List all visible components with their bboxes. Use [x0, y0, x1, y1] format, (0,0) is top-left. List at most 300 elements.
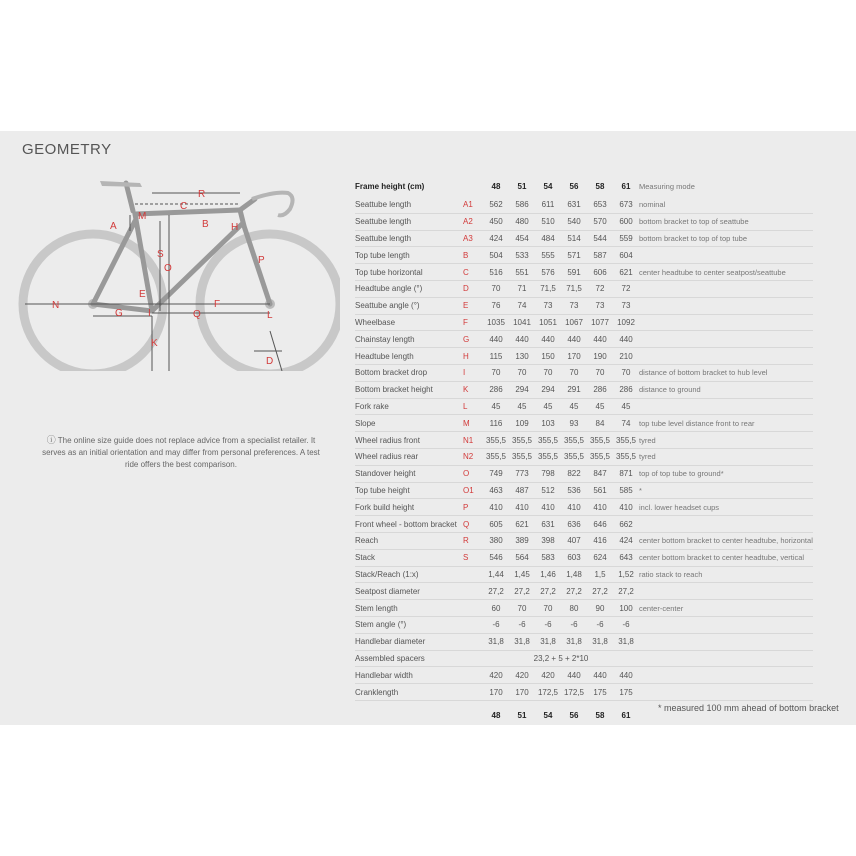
- table-row: [355, 633, 813, 650]
- row-value: 31,8: [535, 633, 561, 650]
- size-footer: 61: [621, 711, 631, 721]
- row-value: 76: [483, 297, 509, 314]
- size-header: 48: [491, 181, 501, 191]
- label-q: Q: [193, 309, 201, 320]
- row-value: 93: [561, 415, 587, 432]
- row-value: 1051: [535, 314, 561, 331]
- table-row: [355, 684, 813, 701]
- row-value: 286: [587, 381, 613, 398]
- row-value: 410: [587, 499, 613, 516]
- row-value: 70: [483, 364, 509, 381]
- label-i: I: [148, 308, 151, 319]
- row-value: 286: [613, 381, 639, 398]
- row-value: 416: [587, 532, 613, 549]
- table-row: [355, 516, 813, 533]
- row-value: 544: [587, 230, 613, 247]
- handlebar: [252, 193, 293, 216]
- row-name: Wheel radius front: [355, 432, 463, 449]
- row-mode: distance to ground: [639, 381, 813, 398]
- row-value: 631: [561, 197, 587, 213]
- code-header: [463, 175, 483, 197]
- row-value: 587: [587, 247, 613, 264]
- row-code: H: [463, 348, 483, 365]
- row-value: 440: [561, 331, 587, 348]
- row-name: Top tube height: [355, 482, 463, 499]
- frame-height-label: Frame height (cm): [355, 181, 425, 191]
- row-value: 480: [509, 213, 535, 230]
- row-value: 355,5: [535, 448, 561, 465]
- table-row: [355, 448, 813, 465]
- row-mode: center headtube to center seatpost/seattube: [639, 264, 813, 281]
- row-value: 440: [561, 667, 587, 684]
- size-footer: 51: [517, 711, 527, 721]
- row-value: 172,5: [535, 684, 561, 701]
- row-mode: [639, 616, 813, 633]
- row-name: Stack/Reach (1:x): [355, 566, 463, 583]
- row-mode: incl. lower headset cups: [639, 499, 813, 516]
- table-row: [355, 616, 813, 633]
- row-value: 31,8: [509, 633, 535, 650]
- row-value: 70: [483, 280, 509, 297]
- row-value: 600: [613, 213, 639, 230]
- size-header: 58: [595, 181, 605, 191]
- row-value: 631: [535, 516, 561, 533]
- row-value: 624: [587, 549, 613, 566]
- row-name: Handlebar diameter: [355, 633, 463, 650]
- footer-spacer: [355, 700, 463, 731]
- row-value: 847: [587, 465, 613, 482]
- table-row: [355, 331, 813, 348]
- row-name: Headtube angle (°): [355, 280, 463, 297]
- row-code: [463, 583, 483, 600]
- row-value: 798: [535, 465, 561, 482]
- row-value: 516: [483, 264, 509, 281]
- table-row: [355, 364, 813, 381]
- row-code: O1: [463, 482, 483, 499]
- table-row: [355, 549, 813, 566]
- row-name: Seatpost diameter: [355, 583, 463, 600]
- row-value: 487: [509, 482, 535, 499]
- geometry-panel: [0, 131, 856, 725]
- row-value: 440: [613, 667, 639, 684]
- row-code: G: [463, 331, 483, 348]
- row-value: 74: [613, 415, 639, 432]
- row-code: F: [463, 314, 483, 331]
- row-value: 71,5: [561, 280, 587, 297]
- row-code: [463, 667, 483, 684]
- row-mode: [639, 297, 813, 314]
- page-title: GEOMETRY: [22, 141, 112, 158]
- row-value: 611: [535, 197, 561, 213]
- table-row: [355, 499, 813, 516]
- row-code: A2: [463, 213, 483, 230]
- row-value: 27,2: [561, 583, 587, 600]
- row-mode: [639, 667, 813, 684]
- row-value: 484: [535, 230, 561, 247]
- row-value: 514: [561, 230, 587, 247]
- row-value: 1,44: [483, 566, 509, 583]
- row-value: 355,5: [509, 432, 535, 449]
- row-code: B: [463, 247, 483, 264]
- size-footer: 56: [569, 711, 579, 721]
- label-m: M: [138, 211, 147, 222]
- row-value: 424: [483, 230, 509, 247]
- row-mode: center bottom bracket to center headtube, horizontal: [639, 532, 813, 549]
- row-value: 564: [509, 549, 535, 566]
- row-mode: center bottom bracket to center headtube, vertical: [639, 549, 813, 566]
- row-value: 74: [509, 297, 535, 314]
- row-value: 27,2: [613, 583, 639, 600]
- row-value: 100: [613, 600, 639, 617]
- row-value: 31,8: [613, 633, 639, 650]
- table-row: [355, 314, 813, 331]
- row-name: Slope: [355, 415, 463, 432]
- label-c: C: [180, 201, 188, 212]
- row-name: Headtube length: [355, 348, 463, 365]
- row-value: 591: [561, 264, 587, 281]
- row-code: Q: [463, 516, 483, 533]
- row-name: Front wheel - bottom bracket: [355, 516, 463, 533]
- table-row: [355, 465, 813, 482]
- row-mode: [639, 650, 813, 667]
- label-l: L: [267, 310, 273, 321]
- row-value: 1,46: [535, 566, 561, 583]
- row-value: 398: [535, 532, 561, 549]
- row-code: O: [463, 465, 483, 482]
- row-value: 355,5: [613, 448, 639, 465]
- row-value: 170: [561, 348, 587, 365]
- row-value: 27,2: [587, 583, 613, 600]
- row-value: 424: [613, 532, 639, 549]
- row-code: M: [463, 415, 483, 432]
- row-value: 822: [561, 465, 587, 482]
- row-value: 410: [509, 499, 535, 516]
- row-value: 576: [535, 264, 561, 281]
- label-s: S: [157, 249, 164, 260]
- row-value: 60: [483, 600, 509, 617]
- row-value: 45: [509, 398, 535, 415]
- row-name: Top tube horizontal: [355, 264, 463, 281]
- row-name: Seattube length: [355, 230, 463, 247]
- row-value: -6: [483, 616, 509, 633]
- row-mode: [639, 583, 813, 600]
- footnote: * measured 100 mm ahead of bottom bracket: [658, 703, 839, 713]
- row-value: 355,5: [535, 432, 561, 449]
- footer-code-spacer: [463, 700, 483, 731]
- row-name: Fork build height: [355, 499, 463, 516]
- row-code: S: [463, 549, 483, 566]
- row-value: 440: [587, 667, 613, 684]
- row-code: N2: [463, 448, 483, 465]
- row-code: P: [463, 499, 483, 516]
- label-k: K: [151, 338, 158, 349]
- table-row: [355, 667, 813, 684]
- row-value: 420: [483, 667, 509, 684]
- row-value: 80: [561, 600, 587, 617]
- size-footer: 48: [491, 711, 501, 721]
- label-d: D: [266, 356, 274, 367]
- row-value: 546: [483, 549, 509, 566]
- row-value: 73: [561, 297, 587, 314]
- row-value: 73: [535, 297, 561, 314]
- row-code: A3: [463, 230, 483, 247]
- row-value: 73: [613, 297, 639, 314]
- label-o: O: [164, 263, 172, 274]
- row-mode: nominal: [639, 197, 813, 213]
- table-row: [355, 348, 813, 365]
- row-value: 440: [535, 331, 561, 348]
- geometry-table: [355, 175, 813, 731]
- row-mode: [639, 398, 813, 415]
- row-value: 871: [613, 465, 639, 482]
- table-row: [355, 297, 813, 314]
- row-value: 551: [509, 264, 535, 281]
- row-name: Standover height: [355, 465, 463, 482]
- row-code: N1: [463, 432, 483, 449]
- row-value: 27,2: [483, 583, 509, 600]
- row-value: 45: [535, 398, 561, 415]
- row-value: 420: [535, 667, 561, 684]
- row-value: 70: [561, 364, 587, 381]
- row-value: 604: [613, 247, 639, 264]
- row-value: 559: [613, 230, 639, 247]
- row-value: 355,5: [587, 448, 613, 465]
- row-mode: [639, 633, 813, 650]
- table-row: [355, 213, 813, 230]
- table-row: [355, 650, 813, 667]
- row-value: 72: [587, 280, 613, 297]
- size-header: 61: [621, 181, 631, 191]
- row-mode: tyred: [639, 432, 813, 449]
- row-value: 70: [509, 600, 535, 617]
- row-value: 606: [587, 264, 613, 281]
- row-value: 1092: [613, 314, 639, 331]
- row-code: C: [463, 264, 483, 281]
- row-code: I: [463, 364, 483, 381]
- row-value: 512: [535, 482, 561, 499]
- row-code: [463, 650, 483, 667]
- row-value: 84: [587, 415, 613, 432]
- table-row: [355, 280, 813, 297]
- row-value: 440: [509, 331, 535, 348]
- row-value: -6: [587, 616, 613, 633]
- row-value: 109: [509, 415, 535, 432]
- row-value: 175: [587, 684, 613, 701]
- row-value: 454: [509, 230, 535, 247]
- row-name: Handlebar width: [355, 667, 463, 684]
- row-value: 45: [483, 398, 509, 415]
- row-value: 585: [613, 482, 639, 499]
- size-header: 54: [543, 181, 553, 191]
- row-value: 190: [587, 348, 613, 365]
- row-value: 410: [535, 499, 561, 516]
- row-value: 1,48: [561, 566, 587, 583]
- row-value: 440: [613, 331, 639, 348]
- row-name: Bottom bracket drop: [355, 364, 463, 381]
- size-guide-note: [40, 434, 322, 471]
- row-value: 27,2: [535, 583, 561, 600]
- row-code: [463, 633, 483, 650]
- row-code: A1: [463, 197, 483, 213]
- table-row: [355, 482, 813, 499]
- row-name: Stem length: [355, 600, 463, 617]
- row-name: Seattube angle (°): [355, 297, 463, 314]
- row-mode: [639, 280, 813, 297]
- row-mode: ratio stack to reach: [639, 566, 813, 583]
- row-value: 70: [535, 364, 561, 381]
- label-f: F: [214, 299, 221, 310]
- row-value: 70: [509, 364, 535, 381]
- row-name: Bottom bracket height: [355, 381, 463, 398]
- row-value: 130: [509, 348, 535, 365]
- table-row: [355, 398, 813, 415]
- label-r: R: [198, 189, 206, 200]
- bike-geometry-diagram: [0, 171, 340, 371]
- row-name: Chainstay length: [355, 331, 463, 348]
- row-mode: [639, 314, 813, 331]
- row-mode: top tube level distance front to rear: [639, 415, 813, 432]
- note-text: The online size guide does not replace advice from a specialist retailer. It serves as an initial orientation and may differ from personal preferences. A test ride offers the best comparison.: [42, 436, 320, 469]
- row-value: 71,5: [535, 280, 561, 297]
- row-value: 586: [509, 197, 535, 213]
- row-value: 420: [509, 667, 535, 684]
- row-code: E: [463, 297, 483, 314]
- row-value: 504: [483, 247, 509, 264]
- label-g: G: [115, 308, 123, 319]
- row-value: 1035: [483, 314, 509, 331]
- row-value: 70: [535, 600, 561, 617]
- table-row: [355, 432, 813, 449]
- row-name: Wheel radius rear: [355, 448, 463, 465]
- row-value: 773: [509, 465, 535, 482]
- row-code: D: [463, 280, 483, 297]
- row-value: 621: [613, 264, 639, 281]
- row-value: 45: [587, 398, 613, 415]
- table-row: [355, 197, 813, 213]
- table-row: [355, 247, 813, 264]
- row-value: 653: [587, 197, 613, 213]
- row-name: Wheelbase: [355, 314, 463, 331]
- row-mode: center-center: [639, 600, 813, 617]
- row-value: 294: [509, 381, 535, 398]
- row-value: 440: [587, 331, 613, 348]
- row-value: 570: [587, 213, 613, 230]
- row-value: 605: [483, 516, 509, 533]
- row-mode: distance of bottom bracket to hub level: [639, 364, 813, 381]
- row-name: Cranklength: [355, 684, 463, 701]
- row-value: 749: [483, 465, 509, 482]
- row-value: 533: [509, 247, 535, 264]
- row-value: 355,5: [509, 448, 535, 465]
- row-value: 571: [561, 247, 587, 264]
- row-value: 172,5: [561, 684, 587, 701]
- row-value: 510: [535, 213, 561, 230]
- row-value: 463: [483, 482, 509, 499]
- table-row: [355, 230, 813, 247]
- row-value: 150: [535, 348, 561, 365]
- row-value: 27,2: [509, 583, 535, 600]
- row-value: 1077: [587, 314, 613, 331]
- row-value: 70: [613, 364, 639, 381]
- row-value: 170: [483, 684, 509, 701]
- row-value: 407: [561, 532, 587, 549]
- row-mode: [639, 331, 813, 348]
- row-mode: tyred: [639, 448, 813, 465]
- row-value: 103: [535, 415, 561, 432]
- row-value: 355,5: [613, 432, 639, 449]
- row-name: Seattube length: [355, 213, 463, 230]
- row-value: -6: [535, 616, 561, 633]
- row-value: 673: [613, 197, 639, 213]
- label-h: H: [231, 222, 239, 233]
- row-value: -6: [561, 616, 587, 633]
- row-value: 210: [613, 348, 639, 365]
- label-e: E: [139, 289, 146, 300]
- info-icon: ⓘ: [46, 435, 56, 445]
- row-value: 410: [561, 499, 587, 516]
- table-row: [355, 566, 813, 583]
- row-value: 380: [483, 532, 509, 549]
- row-value: 450: [483, 213, 509, 230]
- row-name: Stack: [355, 549, 463, 566]
- row-value: 1,45: [509, 566, 535, 583]
- row-code: [463, 684, 483, 701]
- row-value: 286: [483, 381, 509, 398]
- row-value: 561: [587, 482, 613, 499]
- row-value: 1,52: [613, 566, 639, 583]
- label-p: P: [258, 255, 265, 266]
- row-code: K: [463, 381, 483, 398]
- row-code: [463, 566, 483, 583]
- row-value: 603: [561, 549, 587, 566]
- size-footer: 58: [595, 711, 605, 721]
- row-value: 355,5: [483, 448, 509, 465]
- row-value: 536: [561, 482, 587, 499]
- row-value: 1,5: [587, 566, 613, 583]
- row-value: 636: [561, 516, 587, 533]
- table-row: [355, 264, 813, 281]
- row-name: Fork rake: [355, 398, 463, 415]
- row-value: 440: [483, 331, 509, 348]
- row-name: Assembled spacers: [355, 650, 463, 667]
- row-value: 555: [535, 247, 561, 264]
- row-value: -6: [509, 616, 535, 633]
- label-b: B: [202, 219, 209, 230]
- row-value: 410: [613, 499, 639, 516]
- row-mode: top of top tube to ground*: [639, 465, 813, 482]
- row-name: Reach: [355, 532, 463, 549]
- row-mode: [639, 684, 813, 701]
- row-code: R: [463, 532, 483, 549]
- row-value: 115: [483, 348, 509, 365]
- row-code: [463, 600, 483, 617]
- row-value: 1041: [509, 314, 535, 331]
- row-name: Top tube length: [355, 247, 463, 264]
- row-mode: [639, 348, 813, 365]
- row-value: 621: [509, 516, 535, 533]
- row-mode: bottom bracket to top of seattube: [639, 213, 813, 230]
- row-mode: *: [639, 482, 813, 499]
- row-code: [463, 616, 483, 633]
- row-value: -6: [613, 616, 639, 633]
- table-row: [355, 600, 813, 617]
- row-value: 70: [587, 364, 613, 381]
- row-value: 1067: [561, 314, 587, 331]
- row-value: 45: [613, 398, 639, 415]
- row-value: 72: [613, 280, 639, 297]
- row-value: 389: [509, 532, 535, 549]
- label-a: A: [110, 221, 117, 232]
